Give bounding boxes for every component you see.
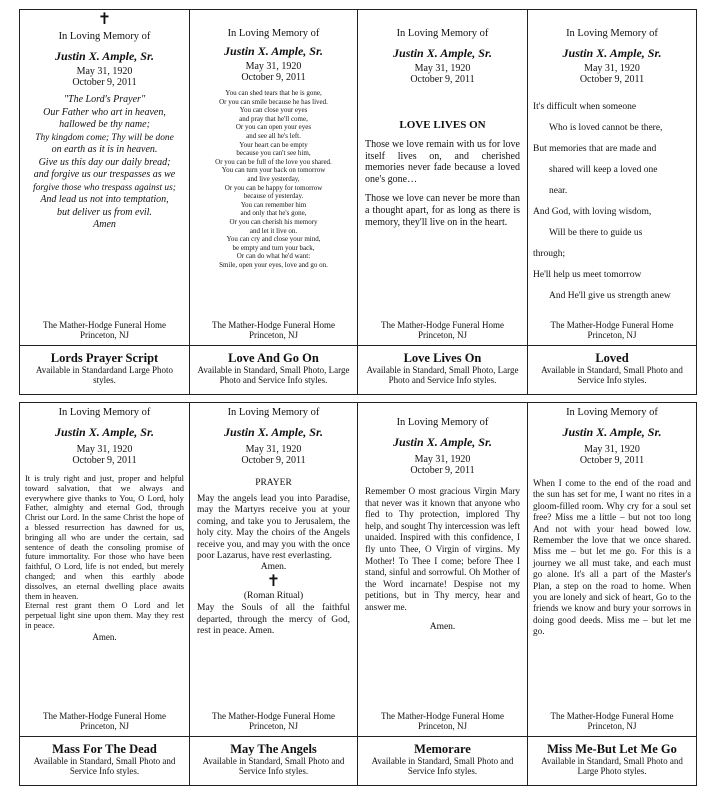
prayer-line: on earth as it is in heaven. bbox=[51, 144, 158, 155]
amen-text: Amen. bbox=[92, 631, 117, 642]
in-memory-label: In Loving Memory of bbox=[58, 407, 151, 418]
funeral-home bbox=[358, 711, 527, 731]
card-may-the-angels[interactable] bbox=[190, 403, 358, 785]
funeral-home-name: The Mather-Hodge Funeral Home bbox=[380, 711, 505, 721]
birth-date: May 31, 1920 bbox=[76, 444, 133, 455]
poem-line: and live yesterday, bbox=[247, 174, 300, 183]
verse-line: And God, with loving wisdom, bbox=[533, 207, 652, 217]
poem-line: You can shed tears that he is gone, bbox=[225, 89, 322, 97]
prayer-line: but deliver us from evil. bbox=[57, 206, 152, 218]
prayer-line: Amen bbox=[93, 219, 116, 230]
verse-lines bbox=[528, 97, 696, 307]
prayer-line: Thy kingdom come; Thy will be done bbox=[35, 132, 174, 143]
card-title: Mass For The Dead bbox=[52, 742, 157, 756]
in-memory-label: In Loving Memory of bbox=[227, 28, 320, 39]
deceased-name: Justin X. Ample, Sr. bbox=[55, 425, 154, 439]
cross-icon: ✝ bbox=[97, 11, 112, 28]
catalog-row-1 bbox=[19, 9, 697, 395]
card-title: Miss Me-But Let Me Go bbox=[547, 742, 677, 756]
amen-text: Amen. bbox=[429, 621, 456, 632]
poem-line: and pray that he'll come, bbox=[239, 114, 308, 123]
birth-date: May 31, 1920 bbox=[245, 444, 302, 455]
poem-line: Or you can cherish his memory bbox=[229, 217, 318, 226]
card-title: Love And Go On bbox=[228, 351, 319, 365]
birth-date: May 31, 1920 bbox=[76, 66, 133, 77]
funeral-home bbox=[20, 711, 189, 731]
funeral-home-city: Princeton, NJ bbox=[587, 330, 637, 340]
deceased-name: Justin X. Ample, Sr. bbox=[562, 425, 662, 439]
prayer-line: And lead us not into temptation, bbox=[40, 194, 169, 205]
cross-icon: ✝ bbox=[266, 573, 281, 591]
verse-line: And He'll give us strength anew bbox=[549, 291, 671, 301]
poem-line: be empty and turn your back, bbox=[232, 243, 315, 252]
death-date: October 9, 2011 bbox=[72, 77, 137, 88]
death-date: October 9, 2011 bbox=[410, 74, 475, 85]
funeral-home bbox=[190, 711, 357, 731]
prayer-text: It is truly right and just, proper and helpful toward salvation, that we always and everywhere give thanks to You, O Lord, holy Father, almighty and eternal God, through Christ our Lord. In the same Christ the hope of a blessed resurrection has dawned for us, bringing all who are under the certain, sad sentence of death the consoling promise of future immortality. For those who have been faithful, O Lord, life is not ended, but merely changed; and when this earthly abode dissolves, an eternal dwelling place awaits them in heaven. bbox=[25, 474, 184, 601]
card-face bbox=[358, 10, 527, 346]
card-face bbox=[528, 10, 696, 346]
funeral-home-city: Princeton, NJ bbox=[80, 330, 129, 340]
card-face bbox=[20, 10, 189, 346]
verse-line: through; bbox=[533, 249, 566, 259]
deceased-name: Justin X. Ample, Sr. bbox=[393, 46, 492, 60]
poem-line: You can remember him bbox=[240, 200, 307, 209]
funeral-home bbox=[190, 320, 357, 340]
poem-line: and let it live on. bbox=[249, 226, 298, 235]
poem-line: Your heart can be empty bbox=[239, 140, 308, 149]
death-date: October 9, 2011 bbox=[579, 455, 645, 466]
death-date: October 9, 2011 bbox=[241, 455, 306, 466]
in-memory-label: In Loving Memory of bbox=[566, 28, 658, 39]
poem-line: You can turn your back on tomorrow bbox=[221, 166, 326, 175]
card-availability: Available in Standard, Small Photo and Service Info styles. bbox=[202, 756, 345, 776]
verse-line: Will be there to guide us bbox=[549, 228, 643, 238]
funeral-home-city: Princeton, NJ bbox=[418, 721, 467, 731]
funeral-home bbox=[20, 320, 189, 340]
verse-paragraph-2: Those we love can never be more than a thought apart, for as long as there is memory, they'll live on in the heart. bbox=[365, 193, 520, 228]
card-lords-prayer-script[interactable] bbox=[20, 10, 190, 394]
card-face bbox=[190, 10, 357, 346]
card-title: May The Angels bbox=[230, 742, 317, 756]
card-availability: Available in Standardand Large Photo styles. bbox=[35, 365, 174, 385]
prayer-line: and forgive us our trespasses as we bbox=[33, 169, 176, 180]
prayer-heading: PRAYER bbox=[255, 478, 292, 488]
poem-text bbox=[190, 89, 357, 269]
death-date: October 9, 2011 bbox=[579, 74, 645, 85]
prayer-title: "The Lord's Prayer" bbox=[63, 94, 146, 105]
card-availability: Available in Standard, Small Photo, Large Photo and Service Info styles. bbox=[366, 365, 519, 385]
card-availability: Available in Standard, Small Photo and Service Info styles. bbox=[33, 756, 176, 776]
deceased-name: Justin X. Ample, Sr. bbox=[224, 425, 323, 439]
poem-line: You can close your eyes bbox=[239, 106, 308, 115]
poem-line: because you can't see him, bbox=[236, 149, 311, 158]
card-caption bbox=[358, 736, 527, 785]
funeral-home-city: Princeton, NJ bbox=[418, 330, 467, 340]
funeral-home-city: Princeton, NJ bbox=[80, 721, 129, 731]
poem-line: and only that he's gone, bbox=[240, 209, 307, 218]
card-availability: Available in Standard, Small Photo, Large Photo and Service Info styles. bbox=[197, 365, 350, 385]
card-miss-me-but-let-me-go[interactable] bbox=[528, 403, 696, 785]
funeral-home-name: The Mather-Hodge Funeral Home bbox=[211, 320, 336, 330]
verse-line: shared will keep a loved one bbox=[549, 165, 658, 175]
birth-date: May 31, 1920 bbox=[414, 454, 471, 465]
poem-line: Or you can be full of the love you shared. bbox=[215, 157, 332, 166]
in-memory-label: In Loving Memory of bbox=[58, 31, 151, 42]
in-memory-label: In Loving Memory of bbox=[227, 407, 320, 418]
card-title: Love Lives On bbox=[403, 351, 482, 365]
amen-text: Amen. bbox=[260, 562, 287, 573]
poem-line: because of yesterday. bbox=[243, 192, 304, 201]
deceased-name: Justin X. Ample, Sr. bbox=[224, 44, 323, 58]
card-caption bbox=[528, 736, 696, 785]
deceased-name: Justin X. Ample, Sr. bbox=[55, 49, 154, 63]
in-memory-label: In Loving Memory of bbox=[396, 28, 489, 39]
poem-line: Or you can smile because he has lived. bbox=[219, 97, 328, 106]
verse-paragraph-1: Those we love remain with us for love itself lives on, and cherished memories never fade because a loved one's gone… bbox=[365, 139, 520, 185]
card-caption bbox=[190, 736, 357, 785]
prayer-text bbox=[20, 94, 189, 232]
prayer-closing: Eternal rest grant them O Lord and let perpetual light sine upon them. May they rest in peace. bbox=[25, 601, 184, 630]
poem-line: Smile, open your eyes, love and go on. bbox=[219, 260, 328, 269]
verse-line: It's difficult when someone bbox=[533, 102, 637, 112]
funeral-home-name: The Mather-Hodge Funeral Home bbox=[550, 711, 674, 721]
funeral-home-city: Princeton, NJ bbox=[587, 721, 637, 731]
deceased-name: Justin X. Ample, Sr. bbox=[393, 435, 492, 449]
verse-heading: LOVE LIVES ON bbox=[399, 119, 486, 131]
ritual-attribution: (Roman Ritual) bbox=[243, 591, 304, 602]
funeral-home-name: The Mather-Hodge Funeral Home bbox=[550, 320, 674, 330]
card-mass-for-the-dead[interactable] bbox=[20, 403, 190, 785]
death-date: October 9, 2011 bbox=[72, 455, 137, 466]
prayer-line: forgive those who trespass against us; bbox=[33, 182, 176, 193]
funeral-home bbox=[528, 320, 696, 340]
funeral-home bbox=[358, 320, 527, 340]
card-face bbox=[358, 403, 527, 737]
funeral-home-name: The Mather-Hodge Funeral Home bbox=[211, 711, 336, 721]
card-availability: Available in Standard, Small Photo and Service Info styles. bbox=[371, 756, 514, 776]
funeral-home-name: The Mather-Hodge Funeral Home bbox=[42, 711, 167, 721]
memorial-card-catalog bbox=[19, 9, 697, 787]
death-date: October 9, 2011 bbox=[241, 72, 306, 83]
prayer-text: May the angels lead you into Paradise, may the Martyrs receive you at your coming, and take you to Jerusalem, the holy city. May the choirs of the Angels receive you, and may you with the once poor Lazarus, have rest everlasting. bbox=[197, 494, 350, 562]
card-availability: Available in Standard, Small Photo and Large Photo styles. bbox=[541, 756, 683, 776]
funeral-home-name: The Mather-Hodge Funeral Home bbox=[380, 320, 505, 330]
card-love-lives-on[interactable] bbox=[358, 10, 528, 394]
funeral-home bbox=[528, 711, 696, 731]
poem-line: Or you can open your eyes bbox=[235, 123, 312, 132]
card-availability: Available in Standard, Small Photo and Service Info styles. bbox=[541, 365, 683, 385]
prayer-line: Give us this day our daily bread; bbox=[38, 156, 171, 168]
card-title: Loved bbox=[595, 351, 629, 365]
card-face bbox=[528, 403, 696, 737]
funeral-home-city: Princeton, NJ bbox=[249, 721, 298, 731]
funeral-home-name: The Mather-Hodge Funeral Home bbox=[42, 320, 167, 330]
card-caption bbox=[190, 345, 357, 394]
birth-date: May 31, 1920 bbox=[584, 63, 640, 74]
card-loved[interactable] bbox=[528, 10, 696, 394]
poem-text: When I come to the end of the road and the sun has set for me, I want no rites in a gloom-filled room. Why cry for a soul set free? Miss me a little – but not too long And not with your head bowed low. Remember the love that we once shared. Miss me – but let me go. For this is a journey we all must take, and each must go alone. It's all a part of the Master's Plan, a step on the road to home. When you are lonely and sick of heart, Go to the friends we know and bury your sorrows in doing good deeds. Miss me – but let me go. bbox=[533, 478, 691, 637]
in-memory-label: In Loving Memory of bbox=[566, 407, 658, 418]
prayer-line: Our Father who art in heaven, bbox=[43, 106, 166, 118]
death-date: October 9, 2011 bbox=[410, 465, 475, 476]
prayer-closing: May the Souls of all the faithful departed, through the mercy of God, rest in peace. Amen. bbox=[197, 603, 350, 637]
poem-line: Or you can be happy for tomorrow bbox=[224, 183, 323, 192]
verse-line: Who is loved cannot be there, bbox=[549, 123, 663, 133]
card-face bbox=[20, 403, 189, 737]
prayer-line: hallowed be thy name; bbox=[59, 119, 150, 130]
poem-line: You can cry and close your mind, bbox=[226, 235, 321, 244]
card-memorare[interactable] bbox=[358, 403, 528, 785]
card-caption bbox=[20, 345, 189, 394]
catalog-row-2 bbox=[19, 402, 697, 786]
verse-line: But memories that are made and bbox=[533, 144, 657, 154]
card-caption bbox=[528, 345, 696, 394]
in-memory-label: In Loving Memory of bbox=[396, 417, 489, 428]
card-love-and-go-on[interactable] bbox=[190, 10, 358, 394]
verse-line: He'll help us meet tomorrow bbox=[533, 270, 642, 280]
birth-date: May 31, 1920 bbox=[245, 61, 302, 72]
poem-line: Or can do what he'd want: bbox=[236, 252, 311, 261]
card-caption bbox=[20, 736, 189, 785]
card-face bbox=[190, 403, 357, 737]
poem-line: and see all he's left. bbox=[246, 131, 301, 140]
prayer-text: Remember O most gracious Virgin Mary that never was it known that anyone who fled to Thy protection, implored Thy help, and sought Thy intercession was left unaided. Inspired with this confidence, I fly unto Thee, O Virgin of virgins. My Mother! To Thee I come; before Thee I stand, sinful and sorrowful. Oh Mother of the Word incarnate! Despise not my petitions, but in Thy mercy, hear and answer me. bbox=[365, 486, 520, 612]
funeral-home-city: Princeton, NJ bbox=[249, 330, 298, 340]
card-title: Lords Prayer Script bbox=[50, 351, 159, 365]
card-caption bbox=[358, 345, 527, 394]
birth-date: May 31, 1920 bbox=[584, 444, 640, 455]
deceased-name: Justin X. Ample, Sr. bbox=[562, 46, 662, 60]
birth-date: May 31, 1920 bbox=[414, 63, 471, 74]
card-title: Memorare bbox=[414, 742, 471, 756]
verse-line: near. bbox=[549, 186, 568, 196]
